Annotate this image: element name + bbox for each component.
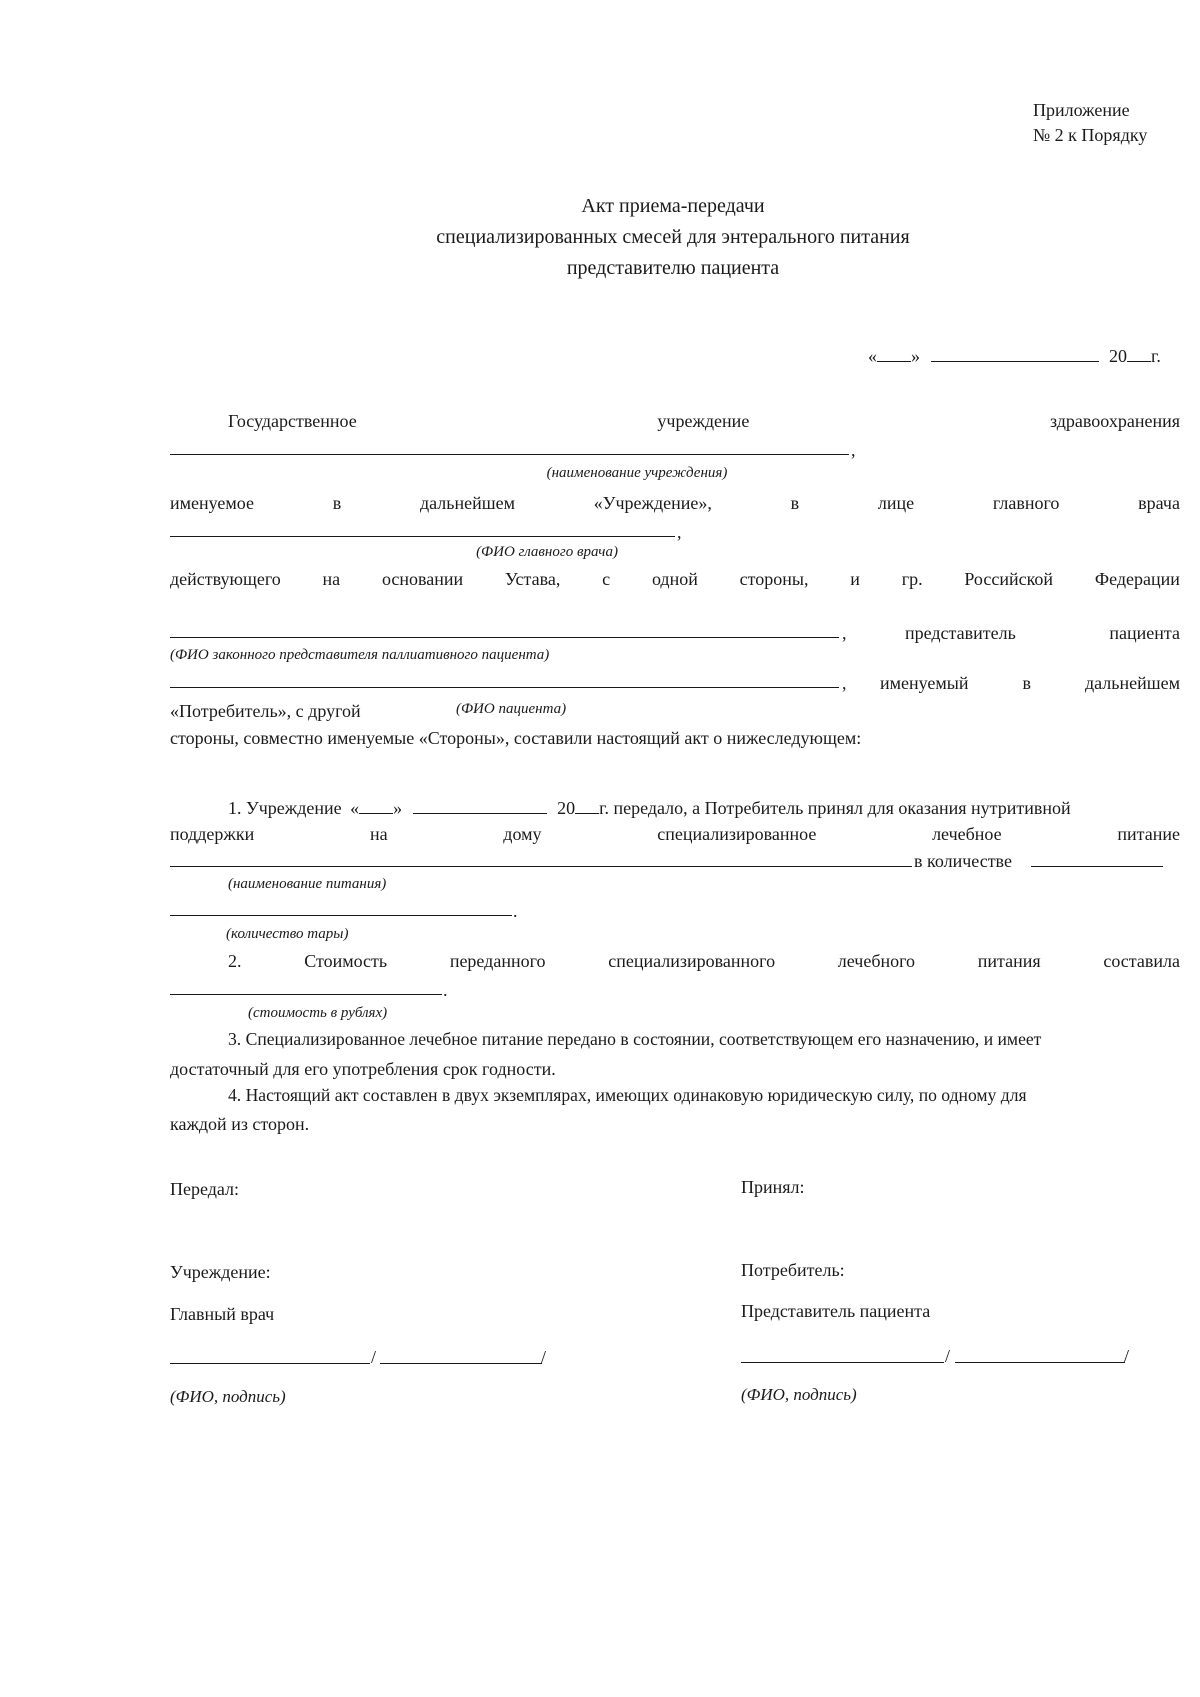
clause-3-line-1: 3. Специализированное лечебное питание передано в состоянии, соответствующем его назначению, и имеет bbox=[228, 1029, 1042, 1049]
date-year-prefix: 20 bbox=[1109, 346, 1127, 366]
caption-food-name: (наименование питания) bbox=[228, 876, 387, 892]
word: специализированное bbox=[657, 824, 817, 844]
comma: , bbox=[851, 440, 856, 460]
chief-doctor-signature-blank bbox=[380, 1363, 542, 1364]
clause-3-line-2: достаточный для его употребления срок годности. bbox=[170, 1059, 556, 1079]
word: специализированного bbox=[608, 951, 776, 971]
caption-right-signature: (ФИО, подпись) bbox=[741, 1385, 857, 1404]
slash: / bbox=[541, 1347, 547, 1367]
word: главного bbox=[992, 493, 1060, 513]
consumer-label: «Потребитель», с другой bbox=[170, 701, 361, 721]
caption-cost: (стоимость в рублях) bbox=[248, 1005, 388, 1021]
clause-1-prefix: 1. Учреждение bbox=[228, 798, 342, 818]
word: стороны, bbox=[739, 569, 809, 589]
clause-1-line-2 bbox=[170, 825, 1180, 843]
word: питание bbox=[1117, 824, 1180, 844]
intro-row-3 bbox=[170, 570, 1180, 588]
word: питания bbox=[977, 951, 1041, 971]
year-blank bbox=[575, 798, 599, 814]
year-prefix: 20 bbox=[557, 798, 576, 818]
caption-patient: (ФИО пациента) bbox=[456, 701, 567, 717]
word: 2. bbox=[228, 951, 242, 971]
containers-blank bbox=[170, 915, 512, 916]
word: Федерации bbox=[1094, 569, 1180, 589]
institution-name-blank bbox=[170, 454, 849, 455]
word: действующего bbox=[170, 569, 281, 589]
caption-legal-representative: (ФИО законного представителя паллиативного пациента) bbox=[170, 647, 550, 663]
clause-4-line-1: 4. Настоящий акт составлен в двух экземплярах, имеющих одинаковую юридическую силу, по одному для bbox=[228, 1085, 1027, 1105]
period: . bbox=[443, 980, 448, 1000]
caption-chief-doctor: (ФИО главного врача) bbox=[476, 544, 618, 560]
appendix-line-2: № 2 к Порядку bbox=[1033, 125, 1148, 145]
word: дальнейшем bbox=[1084, 673, 1180, 693]
word: врача bbox=[1138, 493, 1180, 513]
in-quantity-label: в количестве bbox=[914, 851, 1012, 871]
clause-2-line bbox=[228, 952, 1180, 970]
comma: , bbox=[677, 522, 682, 542]
word: с bbox=[602, 569, 611, 589]
word: дому bbox=[503, 824, 542, 844]
word: одной bbox=[651, 569, 698, 589]
word: и bbox=[850, 569, 860, 589]
caption-containers: (количество тары) bbox=[226, 926, 349, 942]
consumer-party-label: Потребитель: bbox=[741, 1260, 845, 1280]
clause-4-line-2: каждой из сторон. bbox=[170, 1114, 310, 1134]
intro-row-1 bbox=[170, 412, 1180, 430]
comma: , bbox=[842, 623, 847, 643]
intro-row-5-right bbox=[880, 674, 1180, 692]
date-line bbox=[868, 346, 1161, 365]
word: на bbox=[322, 569, 341, 589]
word: составила bbox=[1103, 951, 1180, 971]
word: лечебного bbox=[837, 951, 916, 971]
word: переданного bbox=[449, 951, 546, 971]
word: Российской bbox=[964, 569, 1054, 589]
title-line-3: представителю пациента bbox=[566, 257, 780, 279]
slash: / bbox=[371, 1347, 377, 1367]
chief-doctor-label: Главный врач bbox=[170, 1304, 275, 1324]
word: на bbox=[369, 824, 388, 844]
word: поддержки bbox=[170, 824, 255, 844]
cost-blank bbox=[170, 994, 442, 995]
chief-doctor-name-signature-blank bbox=[170, 1363, 370, 1364]
date-month-blank bbox=[931, 346, 1099, 362]
date-open-quote: « bbox=[868, 346, 877, 366]
word: учреждение bbox=[657, 411, 750, 431]
title-line-1: Акт приема-передачи bbox=[581, 195, 765, 217]
patient-representative-label: Представитель пациента bbox=[741, 1301, 931, 1321]
word: в bbox=[332, 493, 342, 513]
representative-signature-blank bbox=[955, 1362, 1125, 1363]
word: гр. bbox=[901, 569, 923, 589]
representative-name-signature-blank bbox=[741, 1362, 944, 1363]
close-quote: » bbox=[393, 798, 403, 818]
word: именуемое bbox=[170, 493, 254, 513]
caption-institution: (наименование учреждения) bbox=[546, 465, 728, 481]
patient-name-blank bbox=[170, 687, 839, 688]
word: Стоимость bbox=[304, 951, 388, 971]
legal-representative-name-blank bbox=[170, 637, 839, 638]
word: пациента bbox=[1109, 623, 1180, 643]
day-blank bbox=[359, 798, 393, 814]
date-day-blank bbox=[877, 346, 911, 362]
caption-left-signature: (ФИО, подпись) bbox=[170, 1387, 286, 1406]
word: лице bbox=[877, 493, 915, 513]
open-quote: « bbox=[350, 798, 360, 818]
word: Устава, bbox=[504, 569, 561, 589]
word: Государственное bbox=[228, 411, 357, 431]
clause-1-line-1 bbox=[228, 798, 1071, 817]
word: в bbox=[1022, 673, 1031, 693]
institution-label: Учреждение: bbox=[170, 1262, 271, 1282]
month-blank bbox=[413, 798, 547, 814]
word: в bbox=[790, 493, 800, 513]
comma: , bbox=[842, 673, 847, 693]
date-year-blank bbox=[1127, 346, 1151, 362]
accepted-heading: Принял: bbox=[741, 1177, 805, 1197]
quantity-blank bbox=[1031, 866, 1163, 867]
slash: / bbox=[945, 1346, 951, 1366]
word: здравоохранения bbox=[1049, 411, 1180, 431]
date-close-quote: » bbox=[911, 346, 920, 366]
transferred-heading: Передал: bbox=[170, 1179, 240, 1199]
word: дальнейшем bbox=[420, 493, 515, 513]
word: представитель bbox=[905, 623, 1016, 643]
word: основании bbox=[381, 569, 464, 589]
chief-doctor-name-blank bbox=[170, 536, 675, 537]
parties-sentence: стороны, совместно именуемые «Стороны», составили настоящий акт о нижеследующем: bbox=[170, 728, 862, 748]
word: «Учреждение», bbox=[593, 493, 712, 513]
period: . bbox=[513, 901, 518, 921]
clause-1-text: г. передало, а Потребитель принял для оказания нутритивной bbox=[599, 798, 1071, 818]
intro-row-4-right bbox=[905, 624, 1180, 642]
slash: / bbox=[1124, 1346, 1130, 1366]
date-year-suffix: г. bbox=[1151, 346, 1161, 366]
food-name-blank bbox=[170, 866, 912, 867]
appendix-line-1: Приложение bbox=[1033, 100, 1130, 120]
title-line-2: специализированных смесей для энтерального питания bbox=[436, 226, 910, 248]
intro-row-2 bbox=[170, 494, 1180, 512]
word: именуемый bbox=[880, 673, 969, 693]
word: лечебное bbox=[932, 824, 1002, 844]
